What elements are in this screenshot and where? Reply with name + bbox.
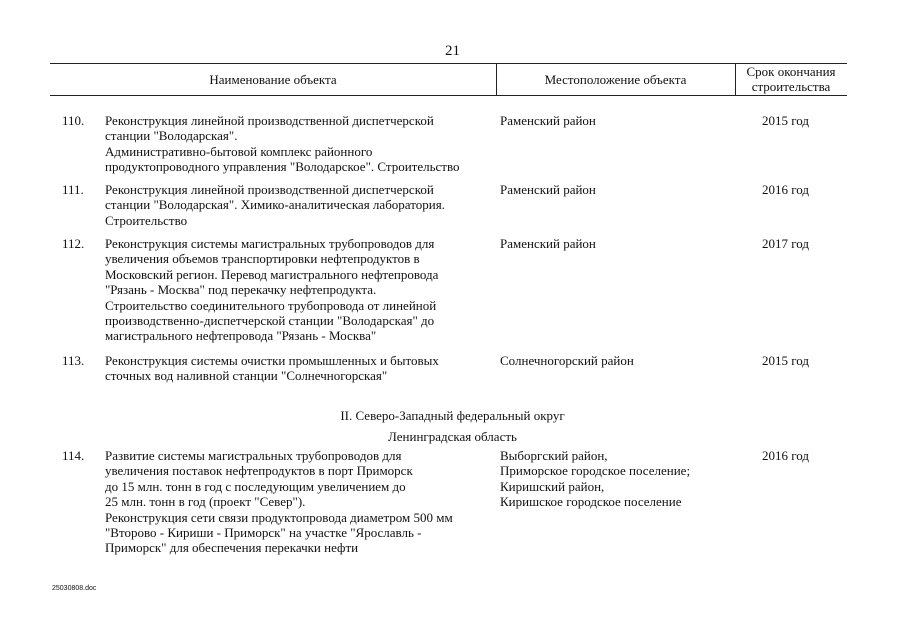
object-name-line: магистрального нефтепровода "Рязань - Москва" [105,328,377,344]
object-name-line: Строительство [105,212,188,228]
object-name-line: сточных вод наливной станции "Солнечногорская" [105,368,388,384]
table-header-bottom-rule [50,95,847,96]
row-number: 110. [62,113,85,128]
object-location [500,182,740,197]
object-name-line: 25 млн. тонн в год (проект "Север"). [105,494,306,510]
object-name-line: "Рязань - Москва" под перекачку нефтепродукта. [105,282,377,298]
row-number: 114. [62,448,85,463]
object-name-line: Приморск" для обеспечения перекачки нефти [105,540,359,556]
completion-year: 2017 год [762,236,809,251]
table-top-rule [50,63,847,64]
column-header-term [735,64,847,94]
object-name-line: производственно-диспетчерской станции "Володарская" до [105,313,435,329]
object-name-line: станции "Володарская". [105,128,238,144]
object-name [105,236,500,344]
federal-district-heading: II. Северо-Западный федеральный округ [340,408,565,423]
object-name-line: Реконструкция системы магистральных трубопроводов для [105,236,435,251]
object-location-line: Киришский район, [500,478,605,494]
object-name-line: Реконструкция линейной производственной диспетчерской [105,113,434,128]
object-name-line: Строительство соединительного трубопровода от линейной [105,297,437,313]
object-name-line: "Второво - Кириши - Приморск" на участке "Ярославль - [105,525,422,541]
object-location [500,448,740,510]
object-name-line: Развитие системы магистральных трубопроводов для [105,448,402,463]
object-name-line: Московский регион. Перевод магистрального нефтепровода [105,266,439,282]
object-name [105,353,500,384]
object-location-line: Раменский район [500,182,596,197]
object-name-line: Административно-бытовой комплекс районного [105,143,373,159]
column-header-term-line: Срок окончания [746,64,836,79]
column-header-location: Местоположение объекта [544,72,687,87]
object-name-line: Реконструкция сети связи продуктопровода диаметром 500 мм [105,509,453,525]
object-location [500,236,740,251]
completion-year: 2015 год [762,113,809,128]
object-name [105,182,500,228]
column-header-term-line: строительства [751,79,831,94]
object-location-line: Выборгский район, [500,448,608,463]
object-name-line: увеличения объемов транспортировки нефтепродуктов в [105,251,420,267]
object-location [500,353,740,368]
object-location-line: Раменский район [500,113,596,128]
completion-year: 2015 год [762,353,809,368]
object-name [105,113,500,175]
object-name-line: до 15 млн. тонн в год с последующим увеличением до [105,478,406,494]
completion-year: 2016 год [762,182,809,197]
object-name-line: увеличения поставок нефтепродуктов в порт Приморск [105,463,413,479]
row-number: 112. [62,236,85,251]
column-header-name: Наименование объекта [209,72,337,87]
object-name [105,448,500,556]
region-heading: Ленинградская область [388,429,517,444]
object-location-line: Раменский район [500,236,596,251]
object-name-line: продуктопроводного управления "Володарское". Строительство [105,159,460,175]
object-name-line: Реконструкция линейной производственной диспетчерской [105,182,434,197]
object-name-line: станции "Володарская". Химико-аналитическая лаборатория. [105,197,445,213]
page-number: 21 [445,43,460,59]
object-location-line: Солнечногорский район [500,353,634,368]
row-number: 113. [62,353,85,368]
object-name-line: Реконструкция системы очистки промышленных и бытовых [105,353,439,368]
completion-year: 2016 год [762,448,809,463]
object-location-line: Приморское городское поселение; [500,463,691,479]
object-location-line: Киришское городское поселение [500,494,682,510]
row-number: 111. [62,182,84,197]
object-location [500,113,740,128]
document-filename: 25030808.doc [52,585,97,592]
